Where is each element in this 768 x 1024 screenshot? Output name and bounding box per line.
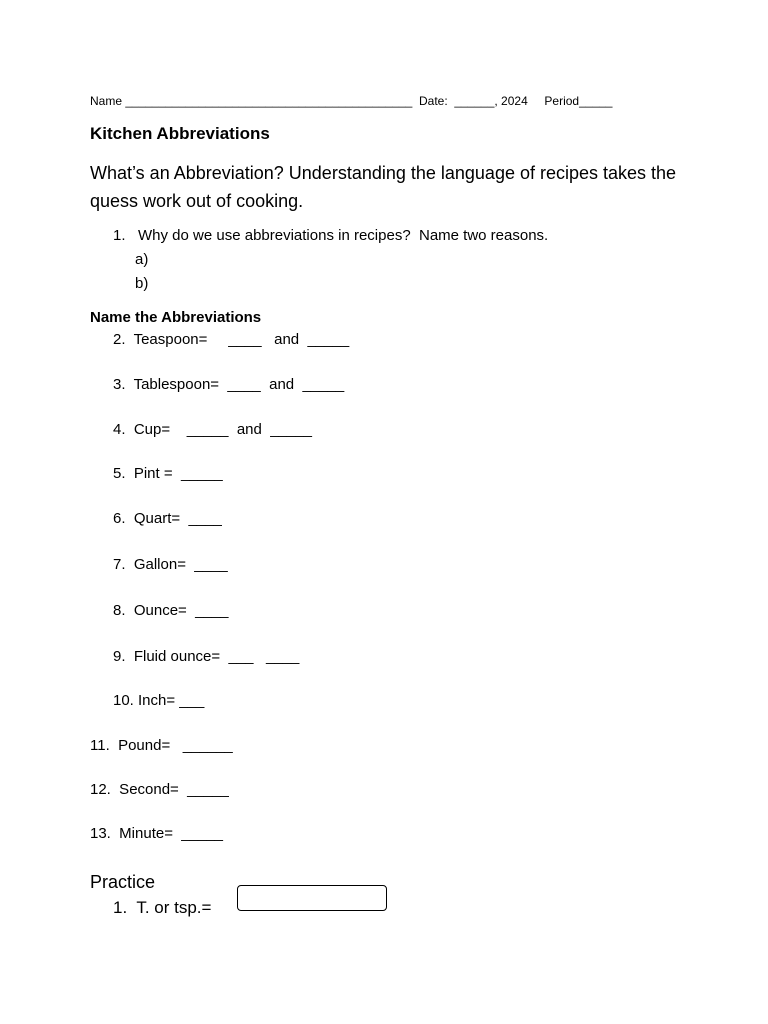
list-item-second: 12. Second= _____	[90, 781, 229, 798]
header-line: Name ___________________________________________ Date: ______, 2024 Period_____	[90, 94, 613, 108]
list-item-quart: 6. Quart= ____	[113, 510, 222, 527]
intro-paragraph: What’s an Abbreviation? Understanding the language of recipes takes the quess work out of cooking.	[90, 163, 677, 211]
list-item-pint: 5. Pint = _____	[113, 465, 223, 482]
list-item-cup: 4. Cup= _____ and _____	[113, 421, 312, 438]
practice-heading: Practice	[90, 872, 156, 892]
list-item-teaspoon: 2. Teaspoon= ____ and _____	[113, 331, 350, 348]
page-title: Kitchen Abbreviations	[90, 124, 270, 143]
section-title: Name the Abbreviations	[90, 309, 262, 326]
list-item-fluid-ounce: 9. Fluid ounce= ___ ____	[113, 648, 300, 665]
question-1: 1. Why do we use abbreviations in recipes? Name two reasons.	[113, 227, 549, 244]
list-item-ounce: 8. Ounce= ____	[113, 602, 229, 619]
practice-item-1: 1. T. or tsp.=	[113, 898, 212, 917]
answer-b-label: b)	[135, 275, 149, 292]
answer-a-label: a)	[135, 251, 149, 268]
list-item-pound: 11. Pound= ______	[90, 737, 233, 754]
list-item-tablespoon: 3. Tablespoon= ____ and _____	[113, 376, 345, 393]
list-item-inch: 10. Inch= ___	[113, 692, 205, 709]
practice-answer-box[interactable]	[237, 885, 387, 911]
list-item-minute: 13. Minute= _____	[90, 825, 224, 842]
list-item-gallon: 7. Gallon= ____	[113, 556, 228, 573]
